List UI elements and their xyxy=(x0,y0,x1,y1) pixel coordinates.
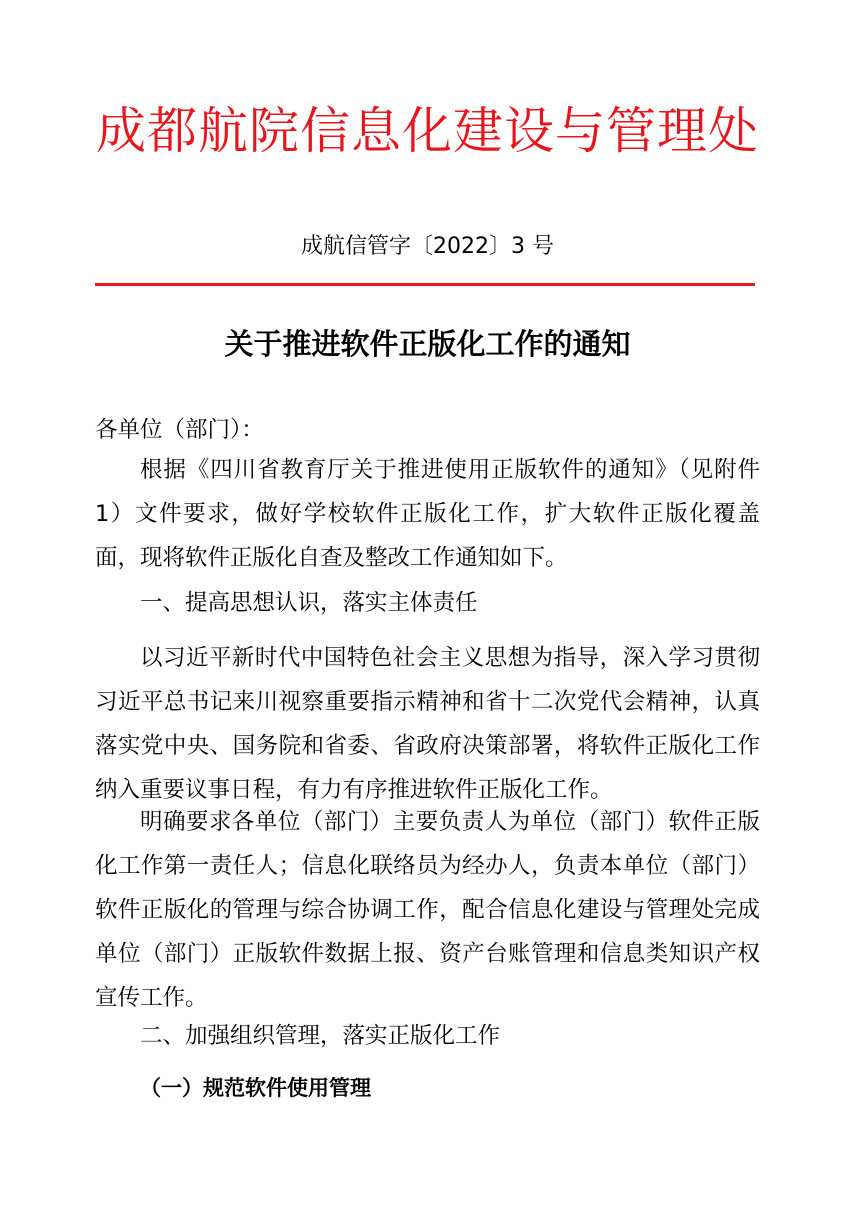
section-1-paragraph-2: 明确要求各单位（部门）主要负责人为单位（部门）软件正版化工作第一责任人；信息化联络员为经办人，负责本单位（部门）软件正版化的管理与综合协调工作，配合信息化建设与管理处完成单位（部门）正版软件数据上报、资产台账管理和信息类知识产权宣传工作。 xyxy=(95,809,760,1011)
document-number: 成航信管字〔2022〕3 号 xyxy=(301,234,554,259)
section-1-heading: 一、提高思想认识，落实主体责任 xyxy=(140,590,478,616)
section-1-paragraph-1: 以习近平新时代中国特色社会主义思想为指导，深入学习贯彻习近平总书记来川视察重要指示精神和省十二次党代会精神，认真落实党中央、国务院和省委、省政府决策部署，将软件正版化工作纳入重要议事日程，有力有序推进软件正版化工作。 xyxy=(95,645,760,803)
notice-title: 关于推进软件正版化工作的通知 xyxy=(224,327,631,361)
subsection-1-heading: （一）规范软件使用管理 xyxy=(140,1076,371,1100)
issuing-office-title: 成都航院信息化建设与管理处 xyxy=(96,102,759,160)
section-2-heading: 二、加强组织管理，落实正版化工作 xyxy=(140,1023,501,1049)
salutation: 各单位（部门）： xyxy=(95,417,264,443)
red-divider-line xyxy=(95,283,755,286)
intro-paragraph: 根据《四川省教育厅关于推进使用正版软件的通知》（见附件 1）文件要求，做好学校软件正版化工作，扩大软件正版化覆盖面，现将软件正版化自查及整改工作通知如下。 xyxy=(95,457,760,571)
